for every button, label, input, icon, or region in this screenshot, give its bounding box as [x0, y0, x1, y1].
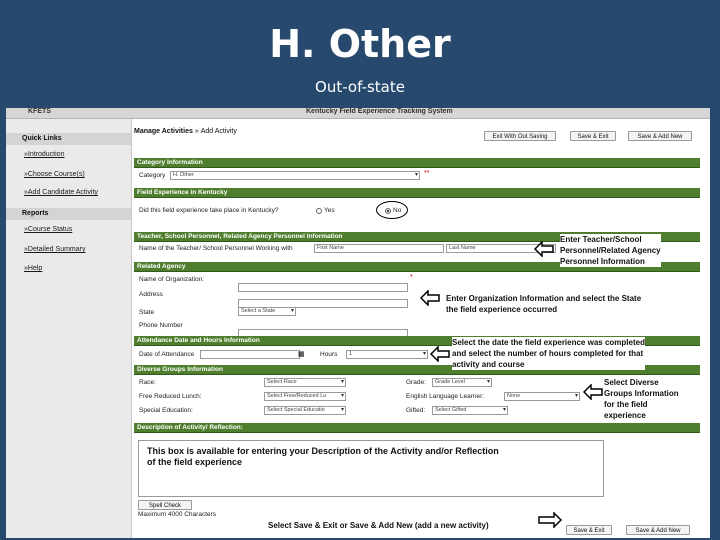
breadcrumb-separator: » — [194, 128, 199, 135]
kentucky-question: Did this field experience take place in Kentucky? — [139, 207, 279, 214]
annotation-date-line-3: activity and course — [452, 360, 525, 369]
personnel-section-header: Teacher, School Personnel, Related Agency Personnel Information — [134, 232, 700, 242]
sidebar-link-detailed-summary[interactable]: »Detailed Summary — [24, 246, 86, 253]
annotation-diverse-line-3: for the field — [604, 400, 648, 409]
sidebar-link-choose-courses[interactable]: »Choose Course(s) — [24, 171, 85, 178]
special-education-select[interactable]: Select Special Educatio ▾ — [264, 406, 346, 415]
highlight-circle — [376, 201, 408, 219]
annotation-org-line-2: the field experience occurred — [446, 305, 558, 314]
lunch-select[interactable]: Select Free/Reduced Lu ▾ — [264, 392, 346, 401]
annotation-personnel-line-2: Personnel/Related Agency — [560, 246, 661, 255]
description-text-line-1: This box is available for entering your Description of the Activity and/or Reflection — [147, 446, 499, 456]
last-name-input[interactable]: Last Name — [446, 244, 556, 253]
gifted-select[interactable]: Select Gifted ▾ — [432, 406, 508, 415]
annotation-diverse-line-1: Select Diverse — [604, 378, 659, 387]
grade-label: Grade: — [406, 379, 426, 386]
special-education-label: Special Education: — [139, 407, 193, 414]
annotation-organization — [446, 293, 641, 315]
breadcrumb — [134, 128, 237, 135]
annotation-personnel-line-1: Enter Teacher/School — [560, 235, 642, 244]
sidebar-link-course-status[interactable]: »Course Status — [24, 226, 73, 233]
annotation-date-line-2: and select the number of hours completed for that — [452, 349, 644, 358]
annotation-diverse — [604, 377, 679, 421]
annotation-personnel-line-3: Personnel Information — [560, 257, 645, 266]
annotation-org-line-1: Enter Organization Information and select the State — [446, 294, 642, 303]
arrow-right-icon — [538, 512, 562, 528]
grade-select[interactable]: Grade Level ▾ — [432, 378, 492, 387]
attendance-date-label: Date of Attendance — [139, 351, 195, 358]
category-section-header: Category Information — [134, 158, 700, 168]
category-select[interactable]: H. Other ▾ — [170, 171, 420, 180]
arrow-left-icon — [534, 241, 554, 257]
app-screenshot — [6, 108, 710, 538]
description-section-header: Description of Activity/ Reflection: — [134, 423, 700, 433]
radio-yes-label: Yes — [324, 207, 335, 214]
sidebar — [6, 119, 132, 538]
gifted-label: Gifted: — [406, 407, 426, 414]
breadcrumb-section[interactable]: Manage Activities — [134, 128, 193, 135]
address-label: Address — [139, 291, 163, 298]
reports-header: Reports — [6, 208, 131, 220]
slide-subtitle: Out-of-state — [315, 78, 405, 96]
calendar-icon[interactable]: ▦ — [298, 351, 305, 358]
breadcrumb-page: Add Activity — [200, 128, 237, 135]
personnel-label: Name of the Teacher/ School Personnel Working with — [139, 245, 293, 252]
related-agency-section-header: Related Agency — [134, 262, 700, 272]
race-select[interactable]: Select Race ▾ — [264, 378, 346, 387]
app-header — [6, 108, 710, 119]
attendance-date-input[interactable] — [200, 350, 300, 359]
arrow-left-icon — [430, 346, 450, 362]
field-experience-section-header: Field Experience in Kentucky — [134, 188, 700, 198]
required-marker: ** — [424, 170, 430, 177]
phone-label: Phone Number — [139, 322, 183, 329]
description-textarea[interactable] — [138, 440, 604, 497]
hours-label: Hours — [320, 351, 338, 358]
required-marker: * — [410, 274, 413, 281]
organization-name-input[interactable] — [238, 283, 408, 292]
arrow-left-icon — [420, 290, 440, 306]
annotation-personnel — [560, 234, 661, 267]
save-add-new-button[interactable]: Save & Add New — [628, 131, 692, 141]
sidebar-link-help[interactable]: »Help — [24, 265, 43, 272]
first-name-input[interactable]: First Name — [314, 244, 444, 253]
category-label: Category — [139, 172, 166, 179]
annotation-date-line-1: Select the date the field experience was completed — [452, 338, 645, 347]
diverse-section-header: Diverse Groups Information — [134, 365, 700, 375]
race-label: Race: — [139, 379, 156, 386]
lunch-label: Free Reduced Lunch: — [139, 393, 202, 400]
quick-links-header: Quick Links — [6, 133, 131, 145]
description-text-line-2: of the field experience — [147, 457, 243, 467]
sidebar-link-introduction[interactable]: »Introduction — [24, 151, 65, 158]
radio-no-label: No — [393, 207, 402, 214]
attendance-section-header: Attendance Date and Hours Information — [134, 336, 700, 346]
arrow-left-icon — [583, 384, 603, 400]
state-select[interactable]: Select a State ▾ — [238, 307, 296, 316]
app-logo: KFETS — [28, 108, 51, 115]
organization-name-label: Name of Organization: — [139, 276, 205, 283]
annotation-diverse-line-2: Groups Information — [604, 389, 679, 398]
annotation-save: Select Save & Exit or Save & Add New (add a new activity) — [268, 521, 489, 530]
main-content — [134, 119, 710, 538]
spell-check-button[interactable]: Spell Check — [138, 500, 192, 510]
sidebar-link-add-candidate-activity[interactable]: »Add Candidate Activity — [24, 189, 98, 196]
radio-yes[interactable] — [316, 208, 322, 214]
hours-select[interactable]: 1 ▾ — [346, 350, 428, 359]
exit-without-saving-button[interactable]: Exit With Out Saving — [484, 131, 556, 141]
state-label: State — [139, 309, 155, 316]
slide-title: H. Other — [269, 22, 451, 66]
save-exit-button[interactable]: Save & Exit — [570, 131, 616, 141]
bottom-save-exit-button[interactable]: Save & Exit — [566, 525, 612, 535]
annotation-date — [452, 337, 645, 370]
max-characters-label: Maximum 4000 Characters — [138, 511, 217, 518]
ell-select[interactable]: None ▾ — [504, 392, 580, 401]
bottom-save-add-new-button[interactable]: Save & Add New — [626, 525, 690, 535]
annotation-diverse-line-4: experience — [604, 411, 646, 420]
ell-label: English Language Learner: — [406, 393, 485, 400]
system-title: Kentucky Field Experience Tracking System — [306, 108, 453, 115]
